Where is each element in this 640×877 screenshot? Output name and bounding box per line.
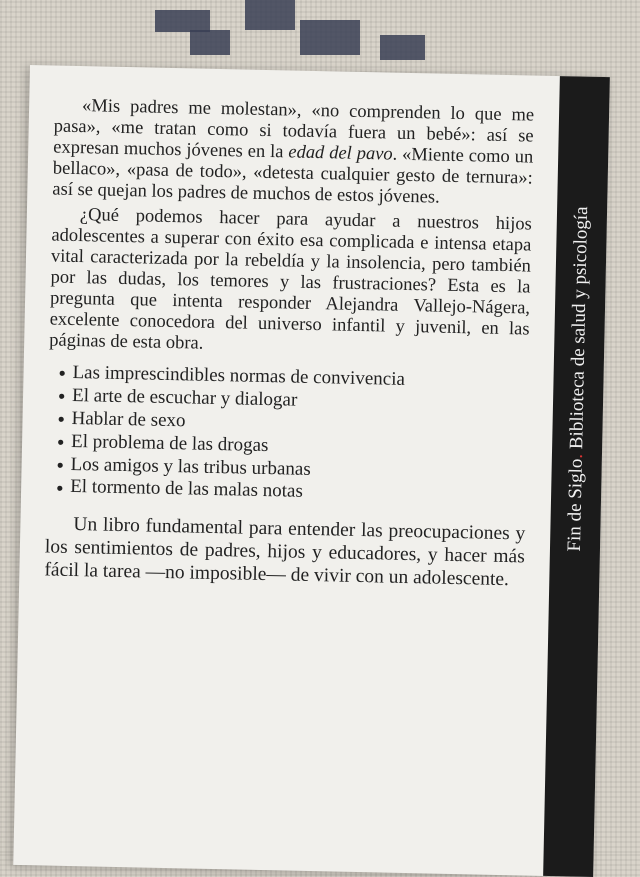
spine-series: Fin de Siglo	[563, 458, 587, 552]
bullet-icon: ●	[57, 411, 65, 426]
bullet-icon: ●	[56, 480, 64, 495]
intro-text-b: . «Miente como un bellaco», «pasa de todo», «detesta cualquier gesto de ternura»: así se quejan los padres de muchos de estos jóvenes.	[52, 144, 534, 208]
intro-italic: edad del pavo	[288, 142, 393, 165]
topic-label: Hablar de sexo	[71, 407, 186, 432]
blanket-pattern	[150, 0, 450, 70]
bullet-icon: ●	[58, 366, 66, 381]
spine-collection: Biblioteca de salud y psicología	[566, 206, 593, 450]
spine-separator: .	[565, 453, 587, 459]
intro-paragraph	[52, 96, 534, 211]
topics-list	[56, 362, 529, 509]
spine-title	[564, 206, 593, 552]
book-back-cover	[13, 65, 610, 877]
topic-label: El arte de escuchar y dialogar	[71, 384, 298, 411]
bullet-icon: ●	[56, 457, 65, 472]
book-spine	[543, 76, 610, 877]
closing-paragraph: Un libro fundamental para entender las preocupaciones y los sentimientos de padres, hijos y educadores, y hacer más fácil la tarea —no imposible— de vivir con un adolescente.	[44, 514, 526, 591]
question-paragraph: ¿Qué podemos hacer para ayudar a nuestros hijos adolescentes a superar con éxito esa complicada e intensa etapa vital caracterizada por la rebeldía y la insolencia, pero también por las dudas, los temores y las frustraciones? Esta es la pregunta que intenta responder Alejandra Vallejo-Nágera, excelente conocedora del universo infantil y juvenil, en las páginas de esta obra.	[49, 205, 532, 354]
bullet-icon: ●	[57, 388, 66, 404]
topic-label: Las imprescindibles normas de convivencia	[72, 361, 406, 390]
topic-label: Los amigos y las tribus urbanas	[70, 453, 311, 480]
back-cover-text	[44, 96, 534, 596]
topic-label: El problema de las drogas	[70, 430, 269, 456]
bullet-icon: ●	[56, 434, 65, 449]
topic-label: El tormento de las malas notas	[69, 476, 304, 503]
intro-text-a: «Mis padres me molestan», «no comprenden lo que me pasa», «me tratan como si todavía fuera un bebé»: así se expresan muchos jóvenes en la	[53, 96, 535, 163]
